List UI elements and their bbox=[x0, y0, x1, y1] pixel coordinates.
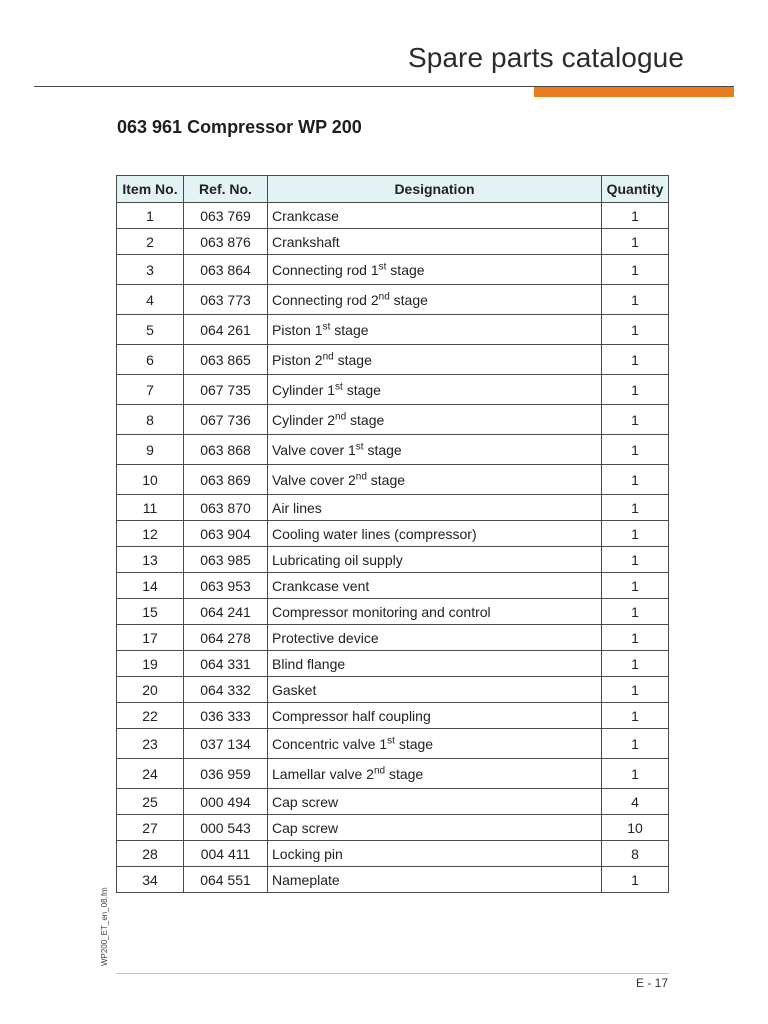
designation-superscript: nd bbox=[373, 764, 386, 776]
item-no-cell: 1 bbox=[117, 203, 184, 229]
quantity-cell: 1 bbox=[602, 677, 669, 703]
designation-cell bbox=[268, 729, 602, 759]
ref-no-cell: 063 904 bbox=[184, 521, 268, 547]
designation-suffix: stage bbox=[363, 441, 402, 458]
table-row bbox=[117, 867, 669, 893]
ref-no-cell: 063 773 bbox=[184, 285, 268, 315]
item-no-cell: 12 bbox=[117, 521, 184, 547]
designation-cell bbox=[268, 841, 602, 867]
designation-cell bbox=[268, 495, 602, 521]
designation-superscript: st bbox=[378, 260, 387, 272]
designation-superscript: st bbox=[387, 734, 395, 746]
table-row bbox=[117, 789, 669, 815]
table-row bbox=[117, 599, 669, 625]
column-header-item-no: Item No. bbox=[117, 176, 184, 203]
designation-suffix: stage bbox=[346, 411, 385, 428]
table-row bbox=[117, 625, 669, 651]
table-row bbox=[117, 703, 669, 729]
ref-no-cell: 036 959 bbox=[184, 759, 268, 789]
quantity-cell: 10 bbox=[602, 815, 669, 841]
item-no-cell: 22 bbox=[117, 703, 184, 729]
designation-cell bbox=[268, 867, 602, 893]
quantity-cell: 1 bbox=[602, 573, 669, 599]
ref-no-cell: 064 241 bbox=[184, 599, 268, 625]
ref-no-cell: 063 985 bbox=[184, 547, 268, 573]
table-row bbox=[117, 405, 669, 435]
item-no-cell: 14 bbox=[117, 573, 184, 599]
designation-superscript: st bbox=[322, 320, 331, 332]
designation-cell bbox=[268, 573, 602, 599]
table-row bbox=[117, 315, 669, 345]
designation-cell bbox=[268, 547, 602, 573]
quantity-cell: 1 bbox=[602, 729, 669, 759]
item-no-cell: 15 bbox=[117, 599, 184, 625]
ref-no-cell: 064 332 bbox=[184, 677, 268, 703]
designation-text: Cap screw bbox=[272, 819, 339, 836]
designation-text: Blind flange bbox=[272, 655, 346, 672]
ref-no-cell: 036 333 bbox=[184, 703, 268, 729]
ref-no-cell: 064 551 bbox=[184, 867, 268, 893]
quantity-cell: 1 bbox=[602, 405, 669, 435]
page-number: E - 17 bbox=[635, 976, 668, 990]
designation-text: Lamellar valve 2 bbox=[272, 765, 374, 782]
designation-superscript: nd bbox=[355, 470, 367, 482]
ref-no-cell: 063 864 bbox=[184, 255, 268, 285]
designation-text: Connecting rod 1 bbox=[272, 261, 379, 278]
item-no-cell: 3 bbox=[117, 255, 184, 285]
designation-superscript: nd bbox=[378, 290, 390, 302]
designation-text: Valve cover 2 bbox=[272, 471, 356, 488]
item-no-cell: 17 bbox=[117, 625, 184, 651]
table-row bbox=[117, 285, 669, 315]
designation-text: Connecting rod 2 bbox=[272, 291, 379, 308]
quantity-cell: 1 bbox=[602, 521, 669, 547]
quantity-cell: 1 bbox=[602, 495, 669, 521]
quantity-cell: 1 bbox=[602, 625, 669, 651]
designation-cell bbox=[268, 521, 602, 547]
table-row bbox=[117, 465, 669, 495]
ref-no-cell: 000 494 bbox=[184, 789, 268, 815]
quantity-cell: 1 bbox=[602, 229, 669, 255]
designation-suffix: stage bbox=[333, 351, 372, 368]
designation-text: Compressor half coupling bbox=[272, 707, 431, 724]
table-row bbox=[117, 229, 669, 255]
table-row bbox=[117, 345, 669, 375]
ref-no-cell: 067 735 bbox=[184, 375, 268, 405]
designation-cell bbox=[268, 465, 602, 495]
designation-text: Lubricating oil supply bbox=[272, 551, 403, 568]
designation-cell bbox=[268, 229, 602, 255]
designation-text: Crankcase vent bbox=[272, 577, 370, 594]
section-title: 063 961 Compressor WP 200 bbox=[117, 117, 362, 137]
item-no-cell: 5 bbox=[117, 315, 184, 345]
designation-text: Air lines bbox=[272, 499, 322, 516]
item-no-cell: 6 bbox=[117, 345, 184, 375]
designation-cell bbox=[268, 651, 602, 677]
designation-cell bbox=[268, 203, 602, 229]
quantity-cell: 1 bbox=[602, 375, 669, 405]
column-header-ref-no: Ref. No. bbox=[184, 176, 268, 203]
item-no-cell: 10 bbox=[117, 465, 184, 495]
quantity-cell: 8 bbox=[602, 841, 669, 867]
item-no-cell: 24 bbox=[117, 759, 184, 789]
column-header-designation: Designation bbox=[268, 176, 602, 203]
parts-table bbox=[116, 175, 669, 893]
designation-suffix: stage bbox=[385, 765, 424, 782]
quantity-cell: 4 bbox=[602, 789, 669, 815]
table-row bbox=[117, 375, 669, 405]
designation-cell bbox=[268, 815, 602, 841]
ref-no-cell: 000 543 bbox=[184, 815, 268, 841]
table-row bbox=[117, 547, 669, 573]
page-header-title: Spare parts catalogue bbox=[407, 42, 684, 73]
ref-no-cell: 063 876 bbox=[184, 229, 268, 255]
item-no-cell: 25 bbox=[117, 789, 184, 815]
table-row bbox=[117, 495, 669, 521]
ref-no-cell: 063 869 bbox=[184, 465, 268, 495]
table-row bbox=[117, 815, 669, 841]
designation-text: Crankcase bbox=[272, 207, 339, 224]
ref-no-cell: 064 278 bbox=[184, 625, 268, 651]
quantity-cell: 1 bbox=[602, 345, 669, 375]
table-row bbox=[117, 521, 669, 547]
ref-no-cell: 037 134 bbox=[184, 729, 268, 759]
item-no-cell: 23 bbox=[117, 729, 184, 759]
footer-divider bbox=[116, 973, 669, 974]
designation-text: Protective device bbox=[272, 629, 379, 646]
parts-table-body bbox=[117, 203, 669, 893]
item-no-cell: 9 bbox=[117, 435, 184, 465]
table-row bbox=[117, 841, 669, 867]
table-row bbox=[117, 677, 669, 703]
designation-superscript: st bbox=[355, 440, 364, 452]
designation-text: Gasket bbox=[272, 681, 317, 698]
table-row bbox=[117, 573, 669, 599]
designation-cell bbox=[268, 789, 602, 815]
designation-cell bbox=[268, 625, 602, 651]
quantity-cell: 1 bbox=[602, 599, 669, 625]
designation-cell bbox=[268, 599, 602, 625]
designation-cell bbox=[268, 703, 602, 729]
designation-text: Piston 1 bbox=[272, 321, 323, 338]
designation-text: Locking pin bbox=[272, 845, 343, 862]
quantity-cell: 1 bbox=[602, 203, 669, 229]
designation-cell bbox=[268, 435, 602, 465]
designation-cell bbox=[268, 285, 602, 315]
designation-text: Valve cover 1 bbox=[272, 441, 356, 458]
table-row bbox=[117, 255, 669, 285]
table-row bbox=[117, 651, 669, 677]
designation-cell bbox=[268, 315, 602, 345]
designation-text: Piston 2 bbox=[272, 351, 323, 368]
designation-text: Cooling water lines (compressor) bbox=[272, 525, 477, 542]
item-no-cell: 7 bbox=[117, 375, 184, 405]
designation-superscript: nd bbox=[322, 350, 334, 362]
ref-no-cell: 004 411 bbox=[184, 841, 268, 867]
quantity-cell: 1 bbox=[602, 651, 669, 677]
item-no-cell: 27 bbox=[117, 815, 184, 841]
quantity-cell: 1 bbox=[602, 703, 669, 729]
item-no-cell: 13 bbox=[117, 547, 184, 573]
quantity-cell: 1 bbox=[602, 547, 669, 573]
designation-suffix: stage bbox=[342, 381, 381, 398]
designation-text: Crankshaft bbox=[272, 233, 340, 250]
item-no-cell: 4 bbox=[117, 285, 184, 315]
quantity-cell: 1 bbox=[602, 285, 669, 315]
item-no-cell: 11 bbox=[117, 495, 184, 521]
ref-no-cell: 063 870 bbox=[184, 495, 268, 521]
ref-no-cell: 063 865 bbox=[184, 345, 268, 375]
quantity-cell: 1 bbox=[602, 759, 669, 789]
ref-no-cell: 063 953 bbox=[184, 573, 268, 599]
ref-no-cell: 063 769 bbox=[184, 203, 268, 229]
designation-superscript: st bbox=[335, 380, 343, 392]
designation-suffix: stage bbox=[366, 471, 406, 488]
designation-suffix: stage bbox=[330, 321, 369, 338]
item-no-cell: 34 bbox=[117, 867, 184, 893]
designation-suffix: stage bbox=[394, 735, 434, 752]
designation-suffix: stage bbox=[389, 291, 428, 308]
table-row bbox=[117, 759, 669, 789]
quantity-cell: 1 bbox=[602, 465, 669, 495]
designation-text: Compressor monitoring and control bbox=[272, 603, 491, 620]
designation-cell bbox=[268, 677, 602, 703]
file-name-note: WP200_ET_en_08.fm bbox=[100, 887, 109, 966]
ref-no-cell: 067 736 bbox=[184, 405, 268, 435]
designation-text: Cap screw bbox=[272, 793, 339, 810]
designation-cell bbox=[268, 759, 602, 789]
quantity-cell: 1 bbox=[602, 255, 669, 285]
item-no-cell: 8 bbox=[117, 405, 184, 435]
designation-text: Cylinder 2 bbox=[272, 411, 336, 428]
designation-cell bbox=[268, 345, 602, 375]
item-no-cell: 2 bbox=[117, 229, 184, 255]
designation-text: Cylinder 1 bbox=[272, 381, 336, 398]
designation-text: Concentric valve 1 bbox=[272, 735, 388, 752]
header-accent-bar bbox=[534, 87, 734, 97]
table-row bbox=[117, 203, 669, 229]
item-no-cell: 19 bbox=[117, 651, 184, 677]
item-no-cell: 20 bbox=[117, 677, 184, 703]
designation-cell bbox=[268, 255, 602, 285]
table-row bbox=[117, 729, 669, 759]
ref-no-cell: 064 261 bbox=[184, 315, 268, 345]
designation-text: Nameplate bbox=[272, 871, 340, 888]
table-row bbox=[117, 435, 669, 465]
designation-suffix: stage bbox=[386, 261, 425, 278]
item-no-cell: 28 bbox=[117, 841, 184, 867]
designation-cell bbox=[268, 405, 602, 435]
designation-cell bbox=[268, 375, 602, 405]
quantity-cell: 1 bbox=[602, 867, 669, 893]
designation-superscript: nd bbox=[335, 410, 347, 422]
ref-no-cell: 064 331 bbox=[184, 651, 268, 677]
quantity-cell: 1 bbox=[602, 315, 669, 345]
ref-no-cell: 063 868 bbox=[184, 435, 268, 465]
column-header-quantity: Quantity bbox=[602, 176, 669, 203]
quantity-cell: 1 bbox=[602, 435, 669, 465]
table-header-row bbox=[117, 176, 669, 203]
